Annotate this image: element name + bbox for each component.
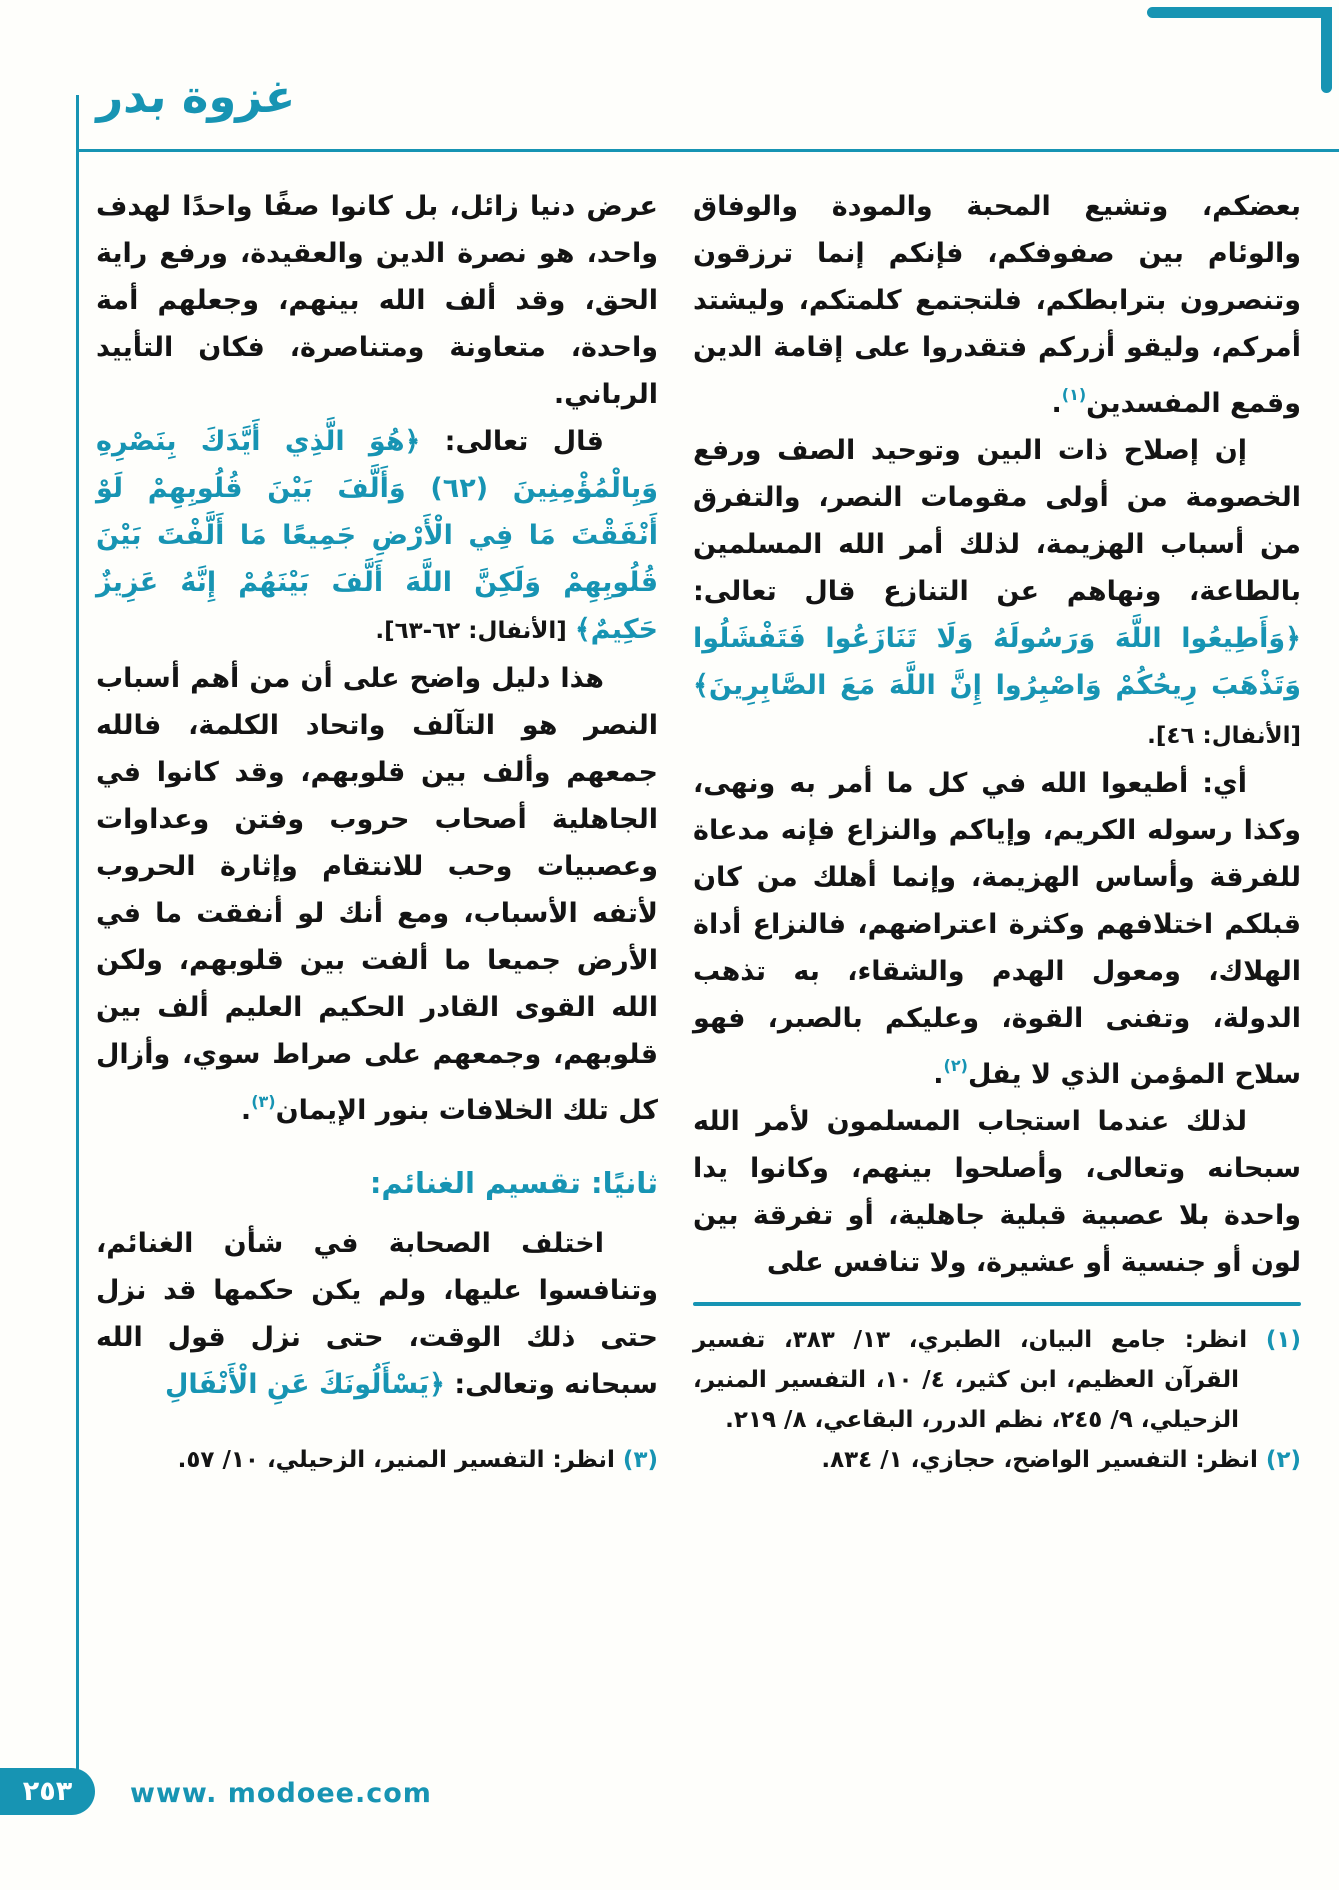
paragraph-text: . xyxy=(933,1059,944,1090)
paragraph-text: هذا دليل واضح على أن من أهم أسباب النصر هو التآلف واتحاد الكلمة، فالله جمعهم وألف بين قلوبهم، وقد كانوا في الجاهلية أصحاب حروب وفتن وعداوات وعصبيات وحب للانتقام وإثارة الحروب لأتفه الأسباب، ومع أنك لو أنفقت ما في الأرض جميعا ما ألفت بين قلوبهم، ولكن الله القوى القادر الحكيم العليم ألف بين قلوبهم، وجمعهم على صراط سوي، وأزال كل تلك الخلافات بنور الإيمان xyxy=(96,663,658,1126)
header-rule xyxy=(76,149,1339,152)
paragraph-text: عرض دنيا زائل، بل كانوا صفًا واحدًا لهدف واحد، هو نصرة الدين والعقيدة، ورفع راية الحق، وقد ألف الله بينهم، وجعلهم أمة واحدة، متعاونة ومتناصرة، فكان التأييد الرباني. xyxy=(96,191,658,410)
paragraph-text: اختلف الصحابة في شأن الغنائم، وتنافسوا عليها، ولم يكن حكمها قد نزل حتى ذلك الوقت، حتى نزل قول الله سبحانه وتعالى: xyxy=(96,1228,658,1400)
footnote-text: انظر: جامع البيان، الطبري، ١٣/ ٣٨٣، تفسير القرآن العظيم، ابن كثير، ٤/ ١٠، التفسير المنير، الزحيلي، ٩/ ٢٤٥، نظم الدرر، البقاعي، ٨/ ٢١٩. xyxy=(693,1327,1266,1433)
page-number: ٢٥٣ xyxy=(22,1776,73,1807)
paragraph-text: قال تعالى: xyxy=(420,426,604,457)
paragraph-text: . xyxy=(240,1095,252,1126)
paragraph-text: إن إصلاح ذات البين وتوحيد الصف ورفع الخصومة من أولى مقومات النصر، والتفرق من أسباب الهزيمة، لذلك أمر الله المسلمين بالطاعة، ونهاهم عن التنازع قال تعالى: xyxy=(693,435,1301,607)
paragraph xyxy=(96,655,658,1134)
quran-verse: ﴿وَأَطِيعُوا اللَّهَ وَرَسُولَهُ وَلَا تَنَازَعُوا فَتَفْشَلُوا وَتَذْهَبَ رِيحُكُمْ وَاصْبِرُوا إِنَّ اللَّهَ مَعَ الصَّابِرِينَ﴾ xyxy=(693,623,1301,701)
paragraph xyxy=(693,427,1301,760)
left-column xyxy=(96,183,658,1503)
footnote-text: انظر: التفسير المنير، الزحيلي، ١٠/ ٥٧. xyxy=(177,1447,623,1473)
footnote xyxy=(96,1440,658,1480)
footnotes-block xyxy=(693,1302,1301,1480)
paragraph xyxy=(693,1098,1301,1286)
quran-verse: ﴿يَسْأَلُونَكَ عَنِ الْأَنْفَالِ xyxy=(164,1369,445,1400)
paragraph xyxy=(96,1220,658,1408)
website-text: www. modoee.com xyxy=(130,1778,432,1809)
footnote xyxy=(693,1440,1301,1480)
footnote-marker: (١) xyxy=(1061,385,1087,404)
footnote-marker: (٣) xyxy=(251,1092,276,1111)
verse-reference: [الأنفال: ٦٢-٦٣]. xyxy=(375,618,575,644)
page-number-badge xyxy=(0,1768,95,1815)
right-edge-corner-bar xyxy=(1321,7,1332,93)
left-margin-line xyxy=(76,95,79,1810)
right-column xyxy=(693,183,1301,1480)
footnote-number: (٣) xyxy=(622,1447,658,1473)
top-right-corner-bar xyxy=(1147,7,1332,18)
quran-verse: ﴿هُوَ الَّذِي أَيَّدَكَ بِنَصْرِهِ وَبِالْمُؤْمِنِينَ (٦٢) وَأَلَّفَ بَيْنَ قُلُوبِهِمْ لَوْ أَنْفَقْتَ مَا فِي الْأَرْضِ جَمِيعًا مَا أَلَّفْتَ بَيْنَ قُلُوبِهِمْ وَلَكِنَّ اللَّهَ أَلَّفَ بَيْنَهُمْ إِنَّهُ عَزِيزٌ حَكِيمٌ﴾ xyxy=(96,426,658,645)
verse-reference: [الأنفال: ٤٦]. xyxy=(1147,723,1301,749)
footnote-number: (٢) xyxy=(1265,1447,1301,1473)
chapter-title-calligraphy: غزوة بدر xyxy=(96,70,298,123)
paragraph-text: بعضكم، وتشيع المحبة والمودة والوفاق والوئام بين صفوفكم، فإنكم إنما ترزقون وتنصرون بترابطكم، فلتجتمع كلمتكم، وليشتد أمركم، وليقو أزركم فتقدروا على إقامة الدين وقمع المفسدين xyxy=(693,191,1301,419)
footnote xyxy=(693,1320,1301,1440)
paragraph-text: لذلك عندما استجاب المسلمون لأمر الله سبحانه وتعالى، وأصلحوا بينهم، وكانوا يدا واحدة بلا عصبية قبلية جاهلية، أو تفرقة بين لون أو جنسية أو عشيرة، ولا تنافس على xyxy=(693,1106,1301,1278)
paragraph xyxy=(693,183,1301,427)
footnote-separator xyxy=(693,1302,1301,1306)
footnote-marker: (٢) xyxy=(943,1056,968,1075)
paragraph-text: أي: أطيعوا الله في كل ما أمر به ونهى، وكذا رسوله الكريم، وإياكم والنزاع فإنه مدعاة للفرقة وأساس الهزيمة، وإنما أهلك من كان قبلكم اختلافهم وكثرة اعتراضهم، فالنزاع أداة الهلاك، ومعول الهدم والشقاء، به تذهب الدولة، وتفنى القوة، وعليكم بالصبر، فهو سلاح المؤمن الذي لا يفل xyxy=(693,768,1301,1090)
footnote-text: انظر: التفسير الواضح، حجازي، ١/ ٨٣٤. xyxy=(821,1447,1266,1473)
section-heading: ثانيًا: تقسيم الغنائم: xyxy=(369,1166,658,1200)
footnote-number: (١) xyxy=(1265,1327,1301,1353)
paragraph xyxy=(693,760,1301,1098)
paragraph-text: . xyxy=(1051,388,1062,419)
paragraph xyxy=(96,418,658,655)
paragraph xyxy=(96,183,658,418)
